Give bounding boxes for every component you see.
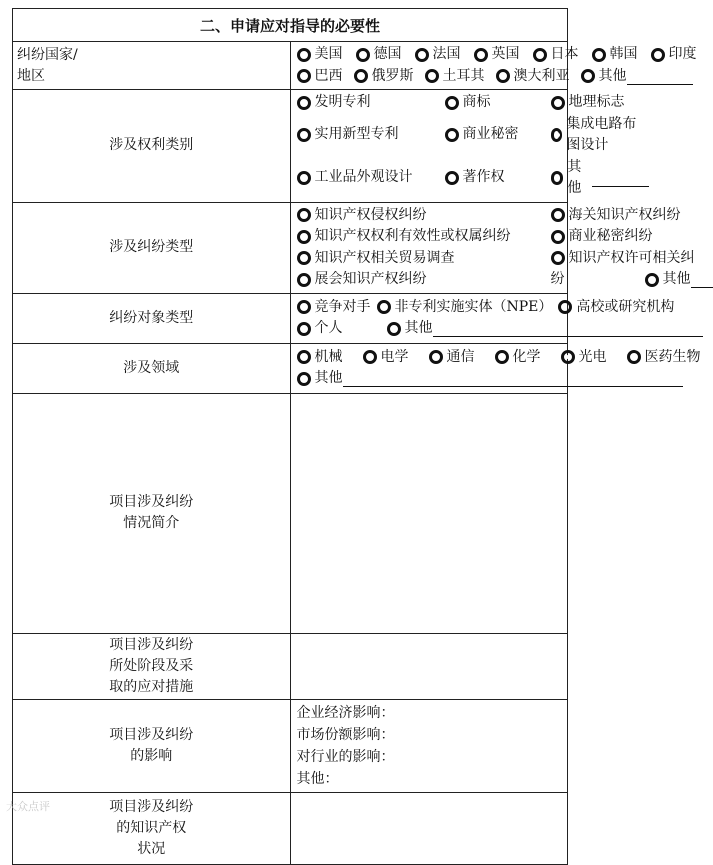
radio-icon[interactable] <box>581 69 595 83</box>
impact-economic-line: 企业经济影响： <box>296 704 395 721</box>
option-rows-dispute_type-options-3-2[interactable] <box>645 269 713 291</box>
option-rows-dispute_type-options-2-1[interactable] <box>551 248 713 270</box>
radio-icon[interactable] <box>445 96 459 110</box>
ip-type-label: 涉及权利类别 <box>13 90 291 203</box>
radio-icon[interactable] <box>297 251 311 265</box>
option-rows-party_type-options_line1-0[interactable] <box>297 297 371 319</box>
radio-icon[interactable] <box>551 128 563 142</box>
summary-label-line1: 项目涉及纠纷 <box>109 494 194 510</box>
ip-status-label <box>13 792 291 864</box>
radio-icon[interactable] <box>297 69 311 83</box>
fill-in-blank[interactable] <box>433 320 703 337</box>
option-label: 商标 <box>462 94 491 110</box>
radio-icon[interactable] <box>297 48 311 62</box>
impact-other-line: 其他： <box>296 770 339 787</box>
option-label: 展会知识产权纠纷 <box>314 271 427 287</box>
fill-in-blank[interactable] <box>592 170 649 187</box>
option-rows-country-options_line2-2[interactable] <box>425 66 485 88</box>
option-label: 其他 <box>567 158 582 196</box>
option-rows-ip_type-options-0-1[interactable] <box>445 92 551 114</box>
option-label: 知识产权许可相关纠 <box>568 249 695 266</box>
option-rows-country-options_line1-6[interactable] <box>651 44 697 66</box>
option-label: 德国 <box>373 46 402 62</box>
option-label: 机械 <box>314 348 343 365</box>
option-label: 个人 <box>314 320 343 336</box>
stage-label-line3: 取的应对措施 <box>109 678 194 695</box>
radio-icon[interactable] <box>495 350 509 364</box>
option-label: 著作权 <box>462 169 505 186</box>
radio-icon[interactable] <box>377 300 391 314</box>
option-label: 电学 <box>380 348 409 365</box>
radio-icon[interactable] <box>551 230 565 244</box>
radio-icon[interactable] <box>627 350 641 364</box>
fill-in-blank[interactable] <box>343 370 683 387</box>
option-label: 集成电路布图设计 <box>566 115 637 153</box>
radio-icon[interactable] <box>533 48 547 62</box>
ip-type-grid <box>297 92 637 200</box>
option-label: 美国 <box>314 46 343 62</box>
impact-label <box>13 699 291 792</box>
radio-icon[interactable] <box>592 48 606 62</box>
option-rows-dispute_type-options-1-1[interactable] <box>551 226 713 248</box>
option-label: 日本 <box>550 46 579 62</box>
option-rows-country-options_line2-4[interactable] <box>581 66 693 88</box>
option-rows-ip_type-options-1-1[interactable] <box>445 114 551 157</box>
option-rows-dispute_type-options-3-1 <box>551 269 565 291</box>
option-rows-party_type-options_line2-1[interactable] <box>387 318 703 340</box>
option-label: 其他 <box>314 370 343 386</box>
radio-icon[interactable] <box>425 69 439 83</box>
option-rows-field-options_line1-4[interactable] <box>561 347 607 369</box>
option-rows-field-options_line1-1[interactable] <box>363 347 409 369</box>
party-options-line1 <box>297 297 675 319</box>
impact-label-line2: 的影响 <box>130 747 173 764</box>
option-label: 纷 <box>550 271 565 287</box>
dispute-type-label: 涉及纠纷类型 <box>13 202 291 293</box>
radio-icon[interactable] <box>561 350 575 364</box>
ip-status-input-area[interactable] <box>290 792 568 864</box>
country-options-line1 <box>297 44 697 66</box>
radio-icon[interactable] <box>297 230 311 244</box>
party-type-label: 纠纷对象类型 <box>13 293 291 343</box>
option-label: 竞争对手 <box>314 298 371 315</box>
option-label: 英国 <box>491 46 520 62</box>
field-options <box>290 343 701 393</box>
country-label <box>13 42 291 90</box>
option-rows-dispute_type-options-0-0[interactable] <box>297 205 551 227</box>
option-rows-ip_type-options-2-0[interactable] <box>297 157 445 200</box>
option-rows-ip_type-options-1-0[interactable] <box>297 114 445 157</box>
option-rows-field-options_line1-0[interactable] <box>297 347 343 369</box>
option-label: 俄罗斯 <box>371 67 414 84</box>
radio-icon[interactable] <box>297 372 311 386</box>
option-label: 知识产权相关贸易调查 <box>314 249 455 266</box>
radio-icon[interactable] <box>297 96 311 110</box>
option-rows-country-options_line2-1[interactable] <box>354 66 414 88</box>
radio-icon[interactable] <box>645 273 659 287</box>
radio-icon[interactable] <box>496 69 510 83</box>
option-label: 通信 <box>446 348 475 365</box>
option-rows-ip_type-options-2-2[interactable] <box>551 157 649 200</box>
option-rows-field-options_line1-2[interactable] <box>429 347 475 369</box>
radio-icon[interactable] <box>445 171 459 185</box>
option-label: 法国 <box>432 46 461 62</box>
radio-icon[interactable] <box>651 48 665 62</box>
option-label: 商业秘密纠纷 <box>568 228 653 244</box>
radio-icon[interactable] <box>474 48 488 62</box>
option-rows-country-options_line2-3[interactable] <box>496 66 570 88</box>
stage-label-line1: 项目涉及纠纷 <box>109 636 194 653</box>
radio-icon[interactable] <box>551 171 564 185</box>
option-label: 化学 <box>512 348 541 365</box>
radio-icon[interactable] <box>356 48 370 62</box>
radio-icon[interactable] <box>297 171 311 185</box>
radio-icon[interactable] <box>445 128 459 142</box>
radio-icon[interactable] <box>429 350 443 364</box>
option-label: 工业品外观设计 <box>314 169 413 186</box>
option-rows-field-options_line2-0[interactable] <box>297 368 683 390</box>
radio-icon[interactable] <box>363 350 377 364</box>
radio-icon[interactable] <box>354 69 368 83</box>
radio-icon[interactable] <box>297 208 311 222</box>
option-rows-party_type-options_line1-1[interactable] <box>377 297 553 319</box>
option-rows-ip_type-options-0-2[interactable] <box>551 92 649 114</box>
impact-label-line1: 项目涉及纠纷 <box>109 726 194 743</box>
watermark: 大众点评 <box>6 800 50 813</box>
option-label: 知识产权侵权纠纷 <box>314 206 427 223</box>
impact-market-line: 市场份额影响： <box>296 726 395 743</box>
field-options-line1 <box>297 347 701 369</box>
radio-icon[interactable] <box>551 251 565 265</box>
option-label: 其他 <box>598 67 627 84</box>
dispute-type-options <box>290 202 695 293</box>
option-label: 其他 <box>662 271 691 287</box>
field-label: 涉及领域 <box>13 343 291 393</box>
option-rows-field-options_line1-3[interactable] <box>495 347 541 369</box>
radio-icon[interactable] <box>297 350 311 364</box>
option-label: 光电 <box>578 348 607 365</box>
radio-icon[interactable] <box>551 96 565 110</box>
option-rows-ip_type-options-0-0[interactable] <box>297 92 445 114</box>
stage-label-line2: 所处阶段及采 <box>109 657 194 674</box>
summary-label <box>13 393 291 633</box>
party-options-line2 <box>297 318 564 340</box>
option-rows-dispute_type-options-0-1[interactable] <box>551 205 713 227</box>
fill-in-blank[interactable] <box>627 68 693 85</box>
section-title: 二、申请应对指导的必要性 <box>13 9 568 42</box>
option-rows-field-options_line1-5[interactable] <box>627 347 701 369</box>
option-rows-country-options_line1-1[interactable] <box>356 44 402 66</box>
option-label: 海关知识产权纠纷 <box>568 206 681 223</box>
option-rows-country-options_line1-0[interactable] <box>297 44 343 66</box>
country-label-line2: 地区 <box>17 67 45 84</box>
option-label: 非专利实施实体（NPE） <box>394 298 553 315</box>
radio-icon[interactable] <box>297 300 311 314</box>
summary-label-line2: 情况简介 <box>123 515 180 531</box>
option-label: 实用新型专利 <box>314 126 399 143</box>
dispute-last-cell <box>551 269 713 291</box>
country-label-line1: 纠纷国家/ <box>17 46 78 63</box>
field-options-line2 <box>297 368 564 390</box>
radio-icon[interactable] <box>297 273 311 287</box>
radio-icon[interactable] <box>558 300 572 314</box>
option-label: 地理标志 <box>568 94 625 110</box>
ip-status-label-line1: 项目涉及纠纷 <box>109 798 194 815</box>
option-rows-ip_type-options-2-1[interactable] <box>445 157 551 200</box>
option-label: 土耳其 <box>442 67 485 84</box>
option-rows-dispute_type-options-3-0[interactable] <box>297 269 551 291</box>
ip-type-options <box>290 90 637 203</box>
ip-status-label-line2: 的知识产权 <box>116 819 187 836</box>
radio-icon[interactable] <box>551 208 565 222</box>
country-options-line2 <box>297 66 627 88</box>
option-label: 高校或研究机构 <box>576 298 675 315</box>
dispute-type-grid <box>297 205 695 291</box>
party-type-options <box>290 293 675 343</box>
radio-icon[interactable] <box>297 128 311 142</box>
option-rows-dispute_type-options-1-0[interactable] <box>297 226 551 248</box>
fill-in-blank[interactable] <box>691 271 713 288</box>
option-label: 知识产权权利有效性或权属纠纷 <box>314 228 511 244</box>
country-options <box>290 42 697 90</box>
impact-input-area[interactable] <box>290 699 568 792</box>
ip-status-label-line3: 状况 <box>137 840 166 857</box>
option-label: 医药生物 <box>644 348 701 365</box>
option-label: 澳大利亚 <box>513 67 570 84</box>
option-label: 印度 <box>668 46 697 62</box>
option-label: 其他 <box>404 320 433 336</box>
option-rows-party_type-options_line1-2[interactable] <box>558 297 674 319</box>
option-label: 韩国 <box>609 46 638 62</box>
option-rows-party_type-options_line2-0[interactable] <box>297 318 343 340</box>
option-label: 商业秘密 <box>462 126 519 143</box>
stage-label <box>13 633 291 699</box>
option-rows-dispute_type-options-2-0[interactable] <box>297 248 551 270</box>
option-rows-country-options_line1-4[interactable] <box>533 44 579 66</box>
radio-icon[interactable] <box>415 48 429 62</box>
necessity-form-table <box>12 8 701 865</box>
impact-industry-line: 对行业的影响： <box>296 748 395 765</box>
radio-icon[interactable] <box>297 322 311 336</box>
option-rows-country-options_line1-2[interactable] <box>415 44 461 66</box>
stage-input-area[interactable] <box>290 633 568 699</box>
option-rows-country-options_line1-3[interactable] <box>474 44 520 66</box>
option-rows-country-options_line1-5[interactable] <box>592 44 638 66</box>
option-rows-country-options_line2-0[interactable] <box>297 66 343 88</box>
radio-icon[interactable] <box>387 322 401 336</box>
option-label: 发明专利 <box>314 94 371 110</box>
option-rows-ip_type-options-1-2[interactable] <box>551 114 649 157</box>
summary-input-area[interactable] <box>290 393 568 633</box>
option-label: 巴西 <box>314 67 343 84</box>
